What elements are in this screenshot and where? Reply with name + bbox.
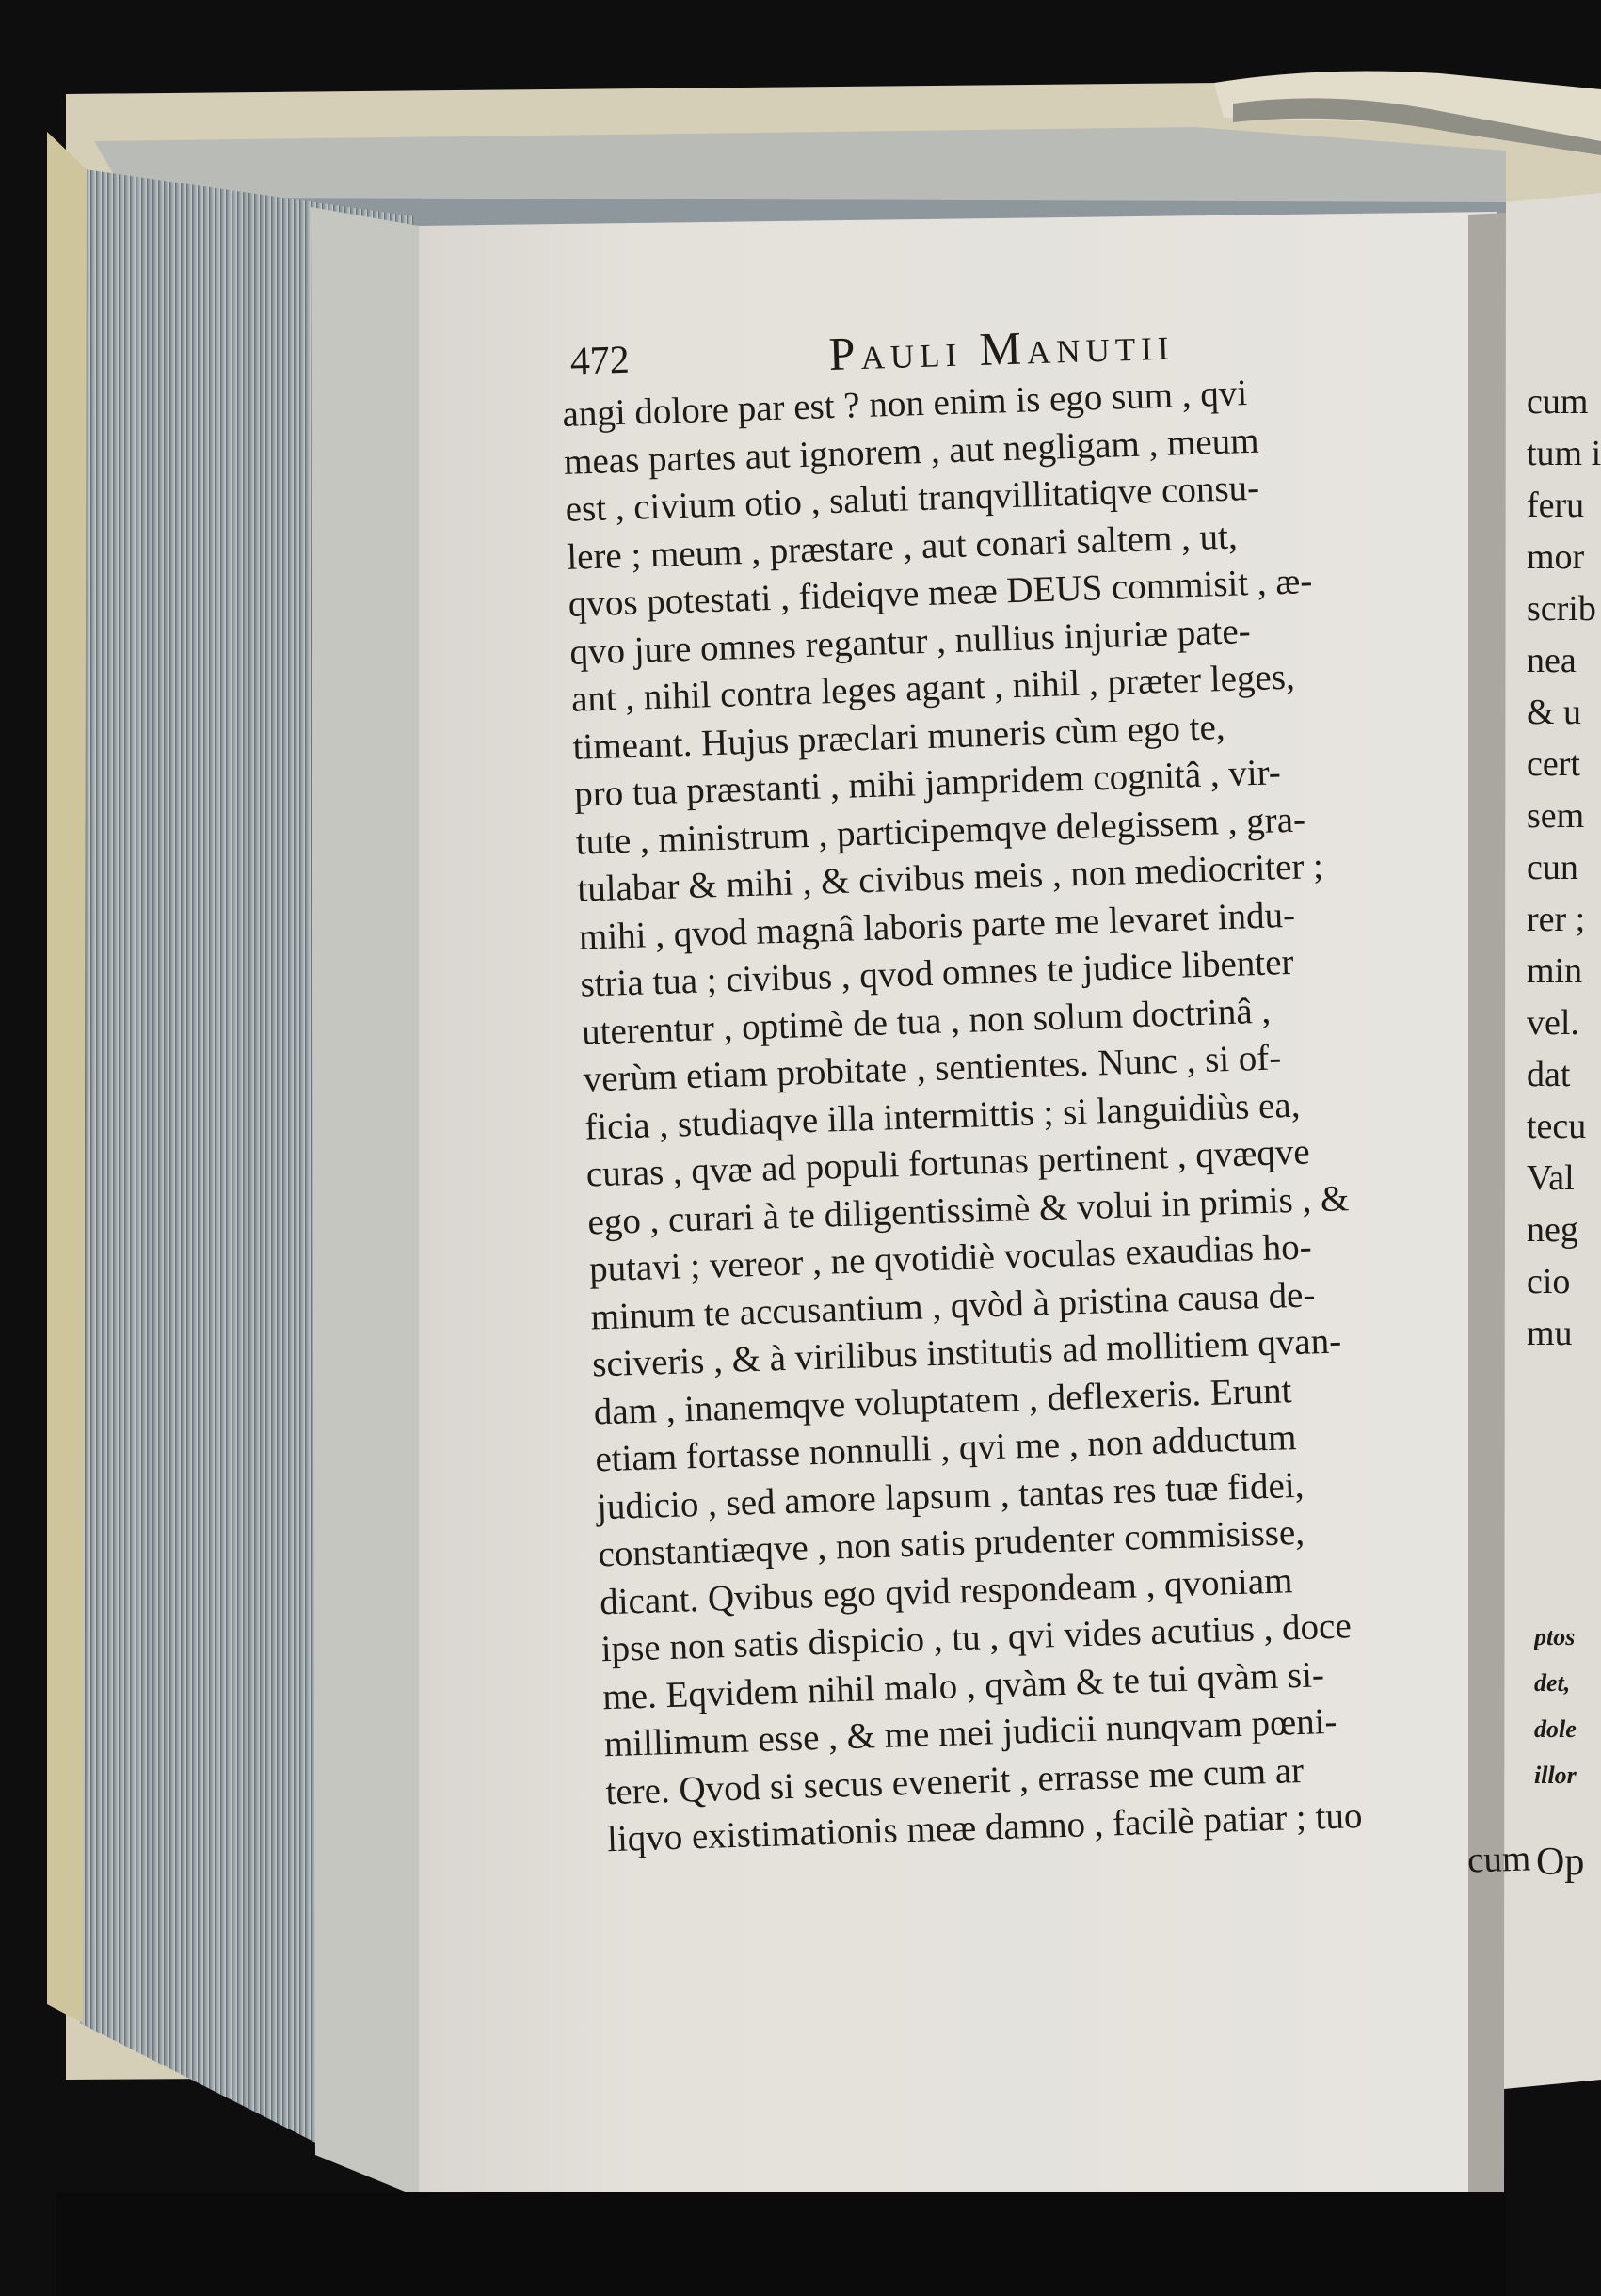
page-text-block	[560, 310, 1541, 1911]
facing-line: scrib	[1527, 589, 1596, 629]
text-line: dicant. Qvibus ego qvid respondeam , qvoniam	[599, 1559, 1294, 1622]
facing-line: nea	[1527, 641, 1577, 680]
facing-line: feru	[1527, 486, 1585, 525]
text-line: sciveris , & à virilibus institutis ad mollitiem qvan-	[591, 1320, 1342, 1385]
facing-note: illor	[1534, 1762, 1577, 1789]
facing-page-text	[1527, 376, 1601, 1360]
facing-line: cio	[1527, 1262, 1571, 1301]
facing-line: mu	[1527, 1314, 1573, 1353]
text-line: ant , nihil contra leges agant , nihil , præter leges,	[570, 656, 1296, 720]
text-line: timeant. Hujus præclari muneris cùm ego te,	[571, 706, 1226, 768]
text-line: ipse non satis dispicio , tu , qvi vides acutius , doce	[600, 1605, 1353, 1670]
page-number: 472	[569, 338, 631, 384]
running-title: Pauli Manutii	[827, 316, 1176, 381]
facing-line: neg	[1527, 1210, 1578, 1250]
text-line: millimum esse , & me mei judicii nunqvam pœni-	[603, 1700, 1338, 1765]
text-line: judicio , sed amore lapsum , tantas res tuæ fidei,	[596, 1464, 1305, 1527]
facing-line: tum i	[1527, 434, 1601, 473]
text-line: meas partes aut ignorem , aut negligam , meum	[563, 420, 1260, 483]
text-line: liqvo existimationis meæ damno , facilè patiar ; tuo	[606, 1795, 1363, 1860]
facing-line: cert	[1527, 744, 1580, 784]
catchword: cum	[1466, 1837, 1531, 1881]
facing-line: tecu	[1527, 1107, 1587, 1146]
text-line: curas , qvæ ad populi fortunas pertinent , qvæqve	[585, 1131, 1311, 1195]
facing-line: dat	[1527, 1055, 1571, 1094]
text-line: ego , curari à te diligentissimè & volui in primis , &	[586, 1177, 1350, 1243]
facing-line: rer ;	[1527, 900, 1586, 939]
facing-line: vel.	[1527, 1003, 1579, 1043]
text-line: dam , inanemqve voluptatem , deflexeris. Erunt	[593, 1369, 1293, 1432]
text-line: constantiæqve , non satis prudenter commisisse,	[597, 1511, 1305, 1575]
text-line: pro tua præstanti , mihi jampridem cognitâ , vir-	[573, 752, 1282, 815]
text-line: verùm etiam probitate , sentientes. Nunc , si of-	[583, 1037, 1282, 1100]
text-line: stria tua ; civibus , qvod omnes te judice libenter	[579, 941, 1295, 1005]
facing-line: cun	[1527, 848, 1578, 887]
text-line: mihi , qvod magnâ laboris parte me levaret indu-	[578, 894, 1296, 958]
text-line: tere. Qvod si secus evenerit , errasse me cum ar	[604, 1749, 1305, 1812]
facing-page-notes	[1534, 1614, 1601, 1798]
facing-line: cum	[1527, 382, 1589, 422]
text-line: tute , ministrum , participemqve delegissem , gra-	[575, 798, 1306, 863]
text-line: angi dolore par est ? non enim is ego sum , qvi	[561, 373, 1248, 435]
text-line: qvo jure omnes regantur , nullius injuriæ pate-	[568, 610, 1252, 673]
text-line: lere ; meum , præstare , aut conari saltem , ut,	[566, 516, 1239, 578]
text-line: qvos potestati , fideiqve meæ DEUS commisit , æ-	[568, 561, 1313, 625]
facing-note: ptos	[1534, 1623, 1576, 1650]
facing-note: dole	[1534, 1715, 1577, 1743]
text-line: me. Eqvidem nihil malo , qvàm & te tui qvàm si-	[601, 1653, 1325, 1717]
facing-note: det,	[1534, 1669, 1571, 1697]
facing-line: mor	[1527, 537, 1585, 577]
facing-line: sem	[1527, 796, 1585, 836]
text-line: est , civium otio , saluti tranqvillitatiqve consu-	[565, 467, 1260, 530]
facing-line: & u	[1527, 693, 1582, 732]
facing-line: min	[1527, 951, 1583, 991]
text-line: etiam fortasse nonnulli , qvi me , non adductum	[594, 1417, 1297, 1480]
text-line: ficia , studiaqve illa intermittis ; si languidiùs ea,	[584, 1084, 1301, 1148]
facing-page-heading: Op	[1536, 1841, 1585, 1884]
text-line: tulabar & mihi , & civibus meis , non mediocriter ;	[576, 845, 1324, 910]
text-line: uterentur , optimè de tua , non solum doctrinâ ,	[581, 990, 1272, 1053]
facing-line: Val	[1527, 1158, 1575, 1198]
text-line: putavi ; vereor , ne qvotidiè voculas exaudias ho-	[588, 1226, 1313, 1290]
text-line: minum te accusantium , qvòd à pristina causa de-	[589, 1273, 1316, 1337]
